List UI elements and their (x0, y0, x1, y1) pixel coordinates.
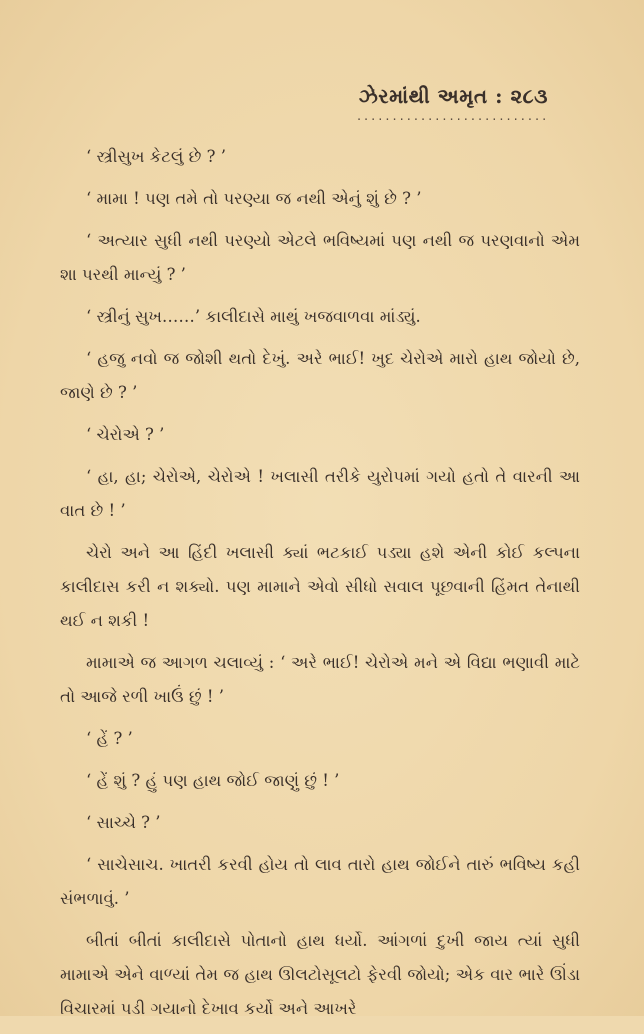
paragraph: ‘ હા, હા; ચેરોએ, ચેરોએ ! ખલાસી તરીકે યુરોપમાં ગયો હતો તે વારની આ વાત છે ! ’ (60, 467, 580, 520)
body-text (60, 140, 580, 1034)
paragraph: ‘ મામા ! પણ તમે તો પરણ્યા જ નથી એનું શું છે ? ’ (86, 189, 422, 208)
paragraph: ‘ સ્ત્રીસુખ કેટલું છે ? ’ (86, 147, 226, 166)
paragraph: ચેરો અને આ હિંદી ખલાસી ક્યાં ભટકાઈ પડ્યા હશે એની કોઈ કલ્પના કાલીદાસ કરી ન શક્યો. પણ મામાને એવો સીધો સવાલ પૂછવાની હિંમત તેનાથી થઈ ન શકી ! (60, 543, 580, 630)
paragraph: ‘ સાચ્ચે ? ’ (86, 813, 161, 832)
paragraph: ‘ હજુ નવો જ જોશી થતો દેખું. અરે ભાઈ! ખુદ ચેરોએ મારો હાથ જોયો છે, જાણે છે ? ’ (60, 349, 580, 402)
paragraph: ‘ ચેરોએ ? ’ (86, 425, 165, 444)
header-dotted-rule: ........................... (355, 110, 548, 123)
running-head-title: ઝેરમાંથી અમૃત : ૨૮૩ (358, 84, 548, 108)
paragraph: ‘ હેં ? ’ (86, 729, 133, 748)
paragraph: મામાએ જ આગળ ચલાવ્યું : ‘ અરે ભાઈ! ચેરોએ મને એ વિદ્યા ભણાવી માટે તો આજે રળી ખાઉં છું ! ’ (60, 653, 580, 706)
paragraph: બીતાં બીતાં કાલીદાસે પોતાનો હાથ ધર્યો. આંગળાં દુખી જાય ત્યાં સુધી મામાએ એને વાળ્યાં તેમ જ હાથ ઊલટોસૂલટો ફેરવી જોયો; એક વાર ભારે ઊંડા વિચારમાં પડી ગયાનો દેખાવ કર્યો અને આખરે (60, 931, 580, 1018)
paragraph: ‘ અત્યાર સુધી નથી પરણ્યો એટલે ભવિષ્યમાં પણ નથી જ પરણવાનો એમ શા પરથી માન્યું ? ’ (60, 231, 580, 284)
running-header (356, 84, 548, 123)
paragraph: ‘ સ્ત્રીનું સુખ……’ કાલીદાસે માથું ખજવાળવા માંડ્યું. (86, 307, 421, 326)
paragraph: ‘ હેં શું ? હું પણ હાથ જોઈ જાણું છું ! ’ (86, 771, 340, 790)
paragraph: ‘ સાચેસાચ. ખાતરી કરવી હોય તો લાવ તારો હાથ જોઈને તારું ભવિષ્ય કહી સંભળાવું. ’ (60, 855, 580, 908)
